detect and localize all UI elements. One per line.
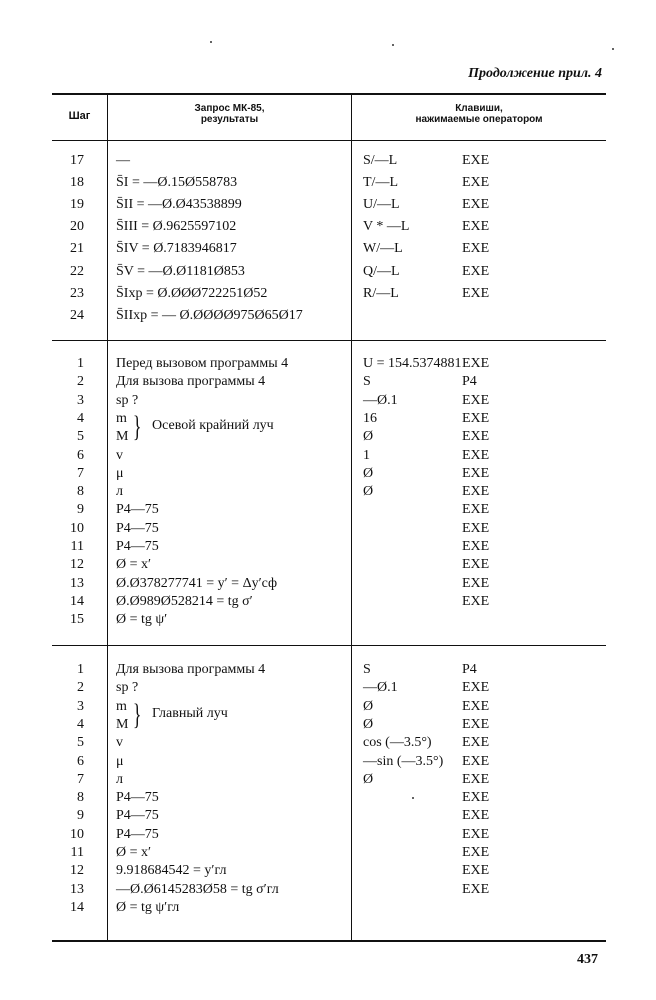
header-request-line1: Запрос МК-85, [194,103,265,114]
command-cell: EXE [462,175,490,191]
step-cell: 24 [70,307,84,323]
key-cell: cos (—3.5°) [363,735,432,751]
step-cell: 20 [70,219,84,235]
table-row [0,240,656,258]
command-cell: EXE [462,520,490,536]
request-cell: S̄IIxp = — Ø.ØØØØ975Ø65Ø17 [116,307,303,323]
step-cell: 19 [70,197,84,213]
brace-icon: } [132,698,142,731]
key-cell: 1 [363,447,370,463]
command-cell: EXE [462,502,490,518]
table-row [0,501,656,519]
command-cell: EXE [462,263,490,279]
command-cell: EXE [462,285,490,301]
request-cell: sp ? [116,680,139,696]
key-cell: U/—L [363,197,400,213]
step-cell: 10 [70,826,84,842]
step-cell: 12 [70,863,84,879]
request-cell: Ø = tg ψ′гл [116,899,180,915]
header-request [108,103,351,125]
header-keys-line1: Клавиши, [455,103,503,114]
request-cell: P4—75 [116,502,159,518]
request-cell: 9.918684542 = y′гл [116,863,227,879]
key-cell: —sin (—3.5°) [363,753,444,769]
key-cell: S/—L [363,153,398,168]
step-cell: 9 [77,808,84,824]
request-cell: Ø = x′ [116,557,152,573]
command-cell: EXE [462,410,490,426]
request-cell: Ø = tg ψ′ [116,612,168,628]
step-cell: 9 [77,502,84,518]
step-cell: 1 [77,662,84,677]
step-cell: 2 [77,374,84,390]
section2-brace-label: Осевой крайний луч [152,418,274,433]
request-cell: P4—75 [116,539,159,554]
brace-icon: } [132,410,142,443]
command-cell: EXE [462,429,490,445]
command-cell: EXE [462,465,490,481]
request-cell: Для вызова программы 4 [116,662,266,677]
request-cell: v [116,447,123,463]
key-cell: S [363,662,371,677]
command-cell: EXE [462,539,490,554]
key-cell: Ø [363,429,374,445]
header-keys-line2: нажимаемые оператором [415,114,543,125]
request-cell: S̄II = —Ø.Ø43538899 [116,197,242,213]
request-cell: P4—75 [116,808,159,824]
command-cell: EXE [462,680,490,696]
table-row [0,307,656,325]
command-cell: EXE [462,447,490,463]
step-cell: 21 [70,241,84,257]
command-cell: EXE [462,845,490,860]
step-cell: 18 [70,175,84,191]
key-cell: R/—L [363,285,399,301]
table-row [0,520,656,538]
header-step: Шаг [68,110,91,122]
table-row [0,392,656,410]
table-row [0,285,656,303]
key-cell: Ø [363,698,374,714]
step-cell: 8 [77,484,84,500]
command-cell: EXE [462,219,490,235]
command-cell: EXE [462,575,490,591]
step-cell: 5 [77,735,84,751]
table-row [0,447,656,465]
key-cell: Ø [363,716,374,732]
request-cell: Ø.Ø378277741 = y′ = Δy′сф [116,575,278,591]
step-cell: 14 [70,593,84,609]
step-cell: 6 [77,753,84,769]
scan-speck [210,41,212,43]
request-cell: S̄I = —Ø.15Ø558783 [116,175,238,191]
table-row [0,263,656,281]
key-cell: —Ø.1 [363,680,398,696]
command-cell: EXE [462,735,490,751]
step-cell: 11 [70,539,84,554]
command-cell: EXE [462,881,490,897]
table-row [0,862,656,880]
command-cell: EXE [462,698,490,714]
request-cell: m [116,410,127,426]
command-cell: EXE [462,557,490,573]
step-cell: 13 [70,881,84,897]
request-cell: S̄V = —Ø.Ø1181Ø853 [116,263,245,279]
request-cell: л [116,771,123,787]
header-request-line2: результаты [200,114,259,125]
step-cell: 6 [77,447,84,463]
request-cell: —Ø.Ø6145283Ø58 = tg σ′гл [116,881,279,897]
request-cell: v [116,735,123,751]
request-cell: P4—75 [116,826,159,842]
table-row [0,771,656,789]
request-cell: Для вызова программы 4 [116,374,266,390]
step-cell: 22 [70,263,84,279]
command-cell: EXE [462,771,490,787]
table-row [0,789,656,807]
command-cell: EXE [462,790,490,806]
command-cell: EXE [462,826,490,842]
command-cell: EXE [462,241,490,257]
step-cell: 12 [70,557,84,573]
key-cell: U = 154.5374881 [363,356,462,371]
step-cell: 3 [77,392,84,408]
command-cell: P4 [462,662,477,677]
key-cell: S [363,374,371,390]
request-cell: Перед вызовом программы 4 [116,356,289,371]
step-cell: 7 [77,771,84,787]
table-row [0,844,656,862]
table-row [0,881,656,899]
table-row [0,593,656,611]
key-cell: V * —L [363,219,410,235]
request-cell: S̄Ixp = Ø.ØØØ722251Ø52 [116,285,268,301]
section3-brace-label: Главный луч [152,706,228,721]
request-cell: M [116,429,129,445]
section1-separator [52,340,606,341]
command-cell: EXE [462,356,490,371]
scan-speck [612,48,614,50]
command-cell: EXE [462,808,490,824]
table-row [0,218,656,236]
page-number: 437 [577,952,598,967]
command-cell: EXE [462,392,490,408]
key-cell: Ø [363,465,374,481]
command-cell: EXE [462,716,490,732]
table-row [0,538,656,556]
key-cell: —Ø.1 [363,392,398,408]
request-cell: S̄IV = Ø.7183946817 [116,241,237,257]
request-cell: — [116,153,130,168]
step-cell: 17 [70,153,84,168]
request-cell: л [116,484,123,500]
step-cell: 2 [77,680,84,696]
step-cell: 13 [70,575,84,591]
table-row [0,611,656,629]
command-cell: EXE [462,484,490,500]
header-bottom-rule [52,140,606,141]
step-cell: 8 [77,790,84,806]
command-cell: EXE [462,197,490,213]
header-keys [352,103,606,125]
table-row [0,716,656,734]
table-row [0,556,656,574]
request-cell: sp ? [116,392,139,408]
step-cell: 14 [70,899,84,915]
table-row [0,410,656,428]
step-cell: 3 [77,698,84,714]
table-row [0,661,656,679]
step-cell: 23 [70,285,84,301]
key-cell: T/—L [363,175,398,191]
request-cell: Ø.Ø989Ø528214 = tg σ′ [116,593,253,609]
scan-speck [392,44,394,46]
table-row [0,679,656,697]
table-row [0,753,656,771]
scan-speck [412,797,414,799]
step-cell: 10 [70,520,84,536]
section2-separator [52,645,606,646]
command-cell: P4 [462,374,477,390]
request-cell: S̄III = Ø.9625597102 [116,219,237,235]
table-row [0,196,656,214]
key-cell: Q/—L [363,263,400,279]
table-row [0,734,656,752]
step-cell: 5 [77,429,84,445]
request-cell: m [116,698,127,714]
request-cell: M [116,716,129,732]
table-row [0,575,656,593]
table-row [0,899,656,917]
step-cell: 15 [70,612,84,628]
request-cell: P4—75 [116,790,159,806]
step-cell: 4 [77,410,84,426]
request-cell: μ [116,465,124,481]
step-cell: 4 [77,716,84,732]
command-cell: EXE [462,753,490,769]
continuation-caption: Продолжение прил. 4 [468,66,602,81]
request-cell: μ [116,753,124,769]
step-cell: 1 [77,356,84,371]
table-row [0,428,656,446]
table-row [0,174,656,192]
step-cell: 7 [77,465,84,481]
table-bottom-rule [52,940,606,942]
table-row [0,373,656,391]
key-cell: Ø [363,771,374,787]
table-top-rule [52,93,606,95]
request-cell: Ø = x′ [116,845,152,860]
table-row [0,465,656,483]
step-cell: 11 [70,845,84,860]
request-cell: P4—75 [116,520,159,536]
command-cell: EXE [462,593,490,609]
command-cell: EXE [462,863,490,879]
command-cell: EXE [462,153,490,168]
table-row [0,483,656,501]
table-row [0,698,656,716]
table-row [0,807,656,825]
key-cell: W/—L [363,241,403,257]
table-row [0,355,656,373]
key-cell: 16 [363,410,377,426]
table-row [0,826,656,844]
table-row [0,152,656,170]
key-cell: Ø [363,484,374,500]
